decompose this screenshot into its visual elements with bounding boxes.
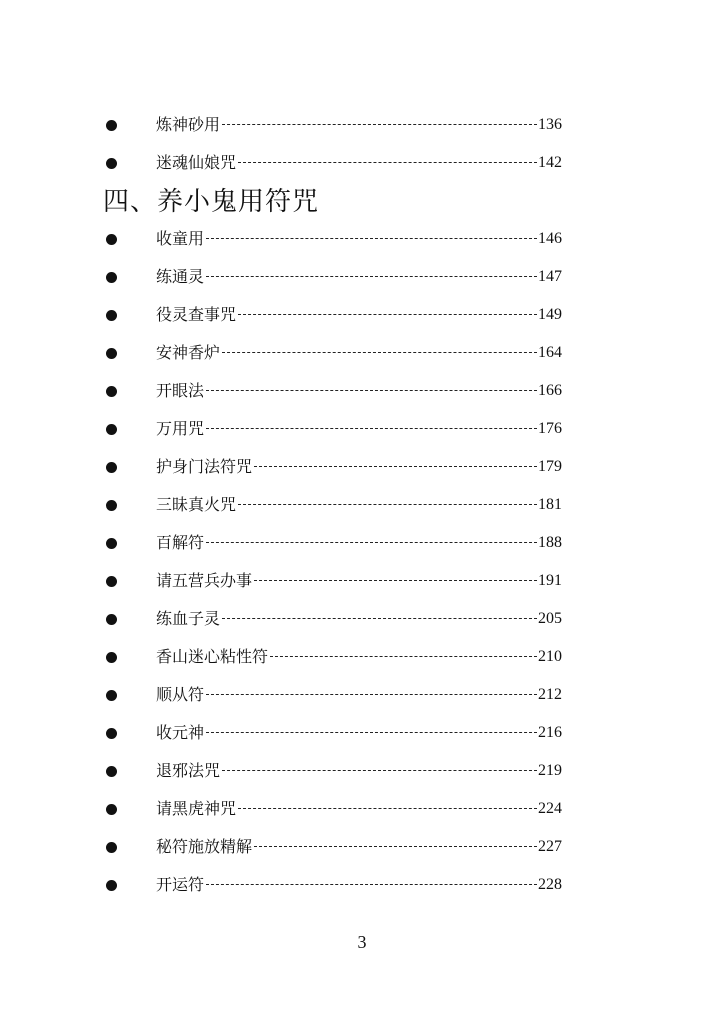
dot-leader <box>206 732 537 733</box>
page-number: 3 <box>357 932 367 952</box>
toc-entry-title: 练通灵 <box>156 267 205 286</box>
toc-entry <box>0 225 724 255</box>
toc-entry-title: 请黑虎神咒 <box>156 799 237 818</box>
toc-entry-page: 219 <box>538 762 562 779</box>
toc-entry-title: 请五营兵办事 <box>156 571 253 590</box>
toc-entry-page: 224 <box>538 800 562 817</box>
bullet-icon <box>106 462 117 473</box>
toc-entry <box>0 301 724 331</box>
bullet-icon <box>106 348 117 359</box>
bullet-icon <box>106 804 117 815</box>
toc-entry <box>0 605 724 635</box>
toc-entry-page: 176 <box>538 420 562 437</box>
toc-entry-title: 退邪法咒 <box>156 761 221 780</box>
dot-leader <box>206 542 537 543</box>
dot-leader <box>238 314 537 315</box>
section-heading: 四、养小鬼用符咒 <box>103 187 320 217</box>
toc-entry-page: 164 <box>538 344 562 361</box>
toc-entry-title: 收元神 <box>156 723 205 742</box>
dot-leader <box>238 504 537 505</box>
toc-entry-page: 227 <box>538 838 562 855</box>
toc-entry-page: 205 <box>538 610 562 627</box>
toc-entry <box>0 871 724 901</box>
dot-leader <box>222 124 537 125</box>
toc-entry-title: 练血子灵 <box>156 609 221 628</box>
bullet-icon <box>106 158 117 169</box>
toc-entry <box>0 567 724 597</box>
dot-leader <box>238 162 537 163</box>
bullet-icon <box>106 500 117 511</box>
toc-entry-title: 迷魂仙娘咒 <box>156 153 237 172</box>
toc-entry <box>0 757 724 787</box>
bullet-icon <box>106 690 117 701</box>
toc-entry-page: 188 <box>538 534 562 551</box>
toc-entry <box>0 529 724 559</box>
toc-entry-page: 179 <box>538 458 562 475</box>
bullet-icon <box>106 728 117 739</box>
toc-entry-title: 护身门法符咒 <box>156 457 253 476</box>
toc-entry-page: 147 <box>538 268 562 285</box>
toc-entry-page: 216 <box>538 724 562 741</box>
dot-leader <box>254 846 537 847</box>
bullet-icon <box>106 272 117 283</box>
toc-entry-title: 炼神砂用 <box>156 115 221 134</box>
dot-leader <box>222 618 537 619</box>
toc-entry <box>0 263 724 293</box>
toc-entry <box>0 833 724 863</box>
toc-entry-title: 香山迷心粘性符 <box>156 647 269 666</box>
bullet-icon <box>106 234 117 245</box>
dot-leader <box>206 390 537 391</box>
toc-entry <box>0 491 724 521</box>
bullet-icon <box>106 880 117 891</box>
toc-entry-title: 开运符 <box>156 875 205 894</box>
toc-entry <box>0 719 724 749</box>
toc-entry-title: 役灵查事咒 <box>156 305 237 324</box>
toc-entry-page: 210 <box>538 648 562 665</box>
dot-leader <box>222 352 537 353</box>
toc-entry <box>0 453 724 483</box>
bullet-icon <box>106 766 117 777</box>
toc-entry-page: 166 <box>538 382 562 399</box>
bullet-icon <box>106 386 117 397</box>
toc-entry-title: 秘符施放精解 <box>156 837 253 856</box>
bullet-icon <box>106 424 117 435</box>
toc-entry-title: 三昧真火咒 <box>156 495 237 514</box>
dot-leader <box>222 770 537 771</box>
toc-entry <box>0 377 724 407</box>
dot-leader <box>206 428 537 429</box>
bullet-icon <box>106 614 117 625</box>
dot-leader <box>254 580 537 581</box>
dot-leader <box>254 466 537 467</box>
toc-entry <box>0 339 724 369</box>
toc-entry-title: 顺从符 <box>156 685 205 704</box>
toc-entry-page: 136 <box>538 116 562 133</box>
toc-entry <box>0 415 724 445</box>
toc-entry <box>0 643 724 673</box>
toc-entry <box>0 111 724 141</box>
toc-entry-page: 146 <box>538 230 562 247</box>
toc-entry-page: 149 <box>538 306 562 323</box>
toc-entry-page: 228 <box>538 876 562 893</box>
toc-entry-page: 181 <box>538 496 562 513</box>
bullet-icon <box>106 120 117 131</box>
bullet-icon <box>106 538 117 549</box>
dot-leader <box>206 276 537 277</box>
bullet-icon <box>106 576 117 587</box>
dot-leader <box>206 694 537 695</box>
toc-entry <box>0 795 724 825</box>
toc-entry-title: 收童用 <box>156 229 205 248</box>
toc-entry-page: 212 <box>538 686 562 703</box>
toc-entry-title: 百解符 <box>156 533 205 552</box>
dot-leader <box>270 656 537 657</box>
toc-entry <box>0 149 724 179</box>
toc-entry-title: 万用咒 <box>156 419 205 438</box>
toc-entry-title: 安神香炉 <box>156 343 221 362</box>
dot-leader <box>206 238 537 239</box>
toc-entry-title: 开眼法 <box>156 381 205 400</box>
bullet-icon <box>106 842 117 853</box>
toc-entry <box>0 681 724 711</box>
toc-entry-page: 191 <box>538 572 562 589</box>
toc-entry-page: 142 <box>538 154 562 171</box>
dot-leader <box>206 884 537 885</box>
bullet-icon <box>106 310 117 321</box>
bullet-icon <box>106 652 117 663</box>
dot-leader <box>238 808 537 809</box>
